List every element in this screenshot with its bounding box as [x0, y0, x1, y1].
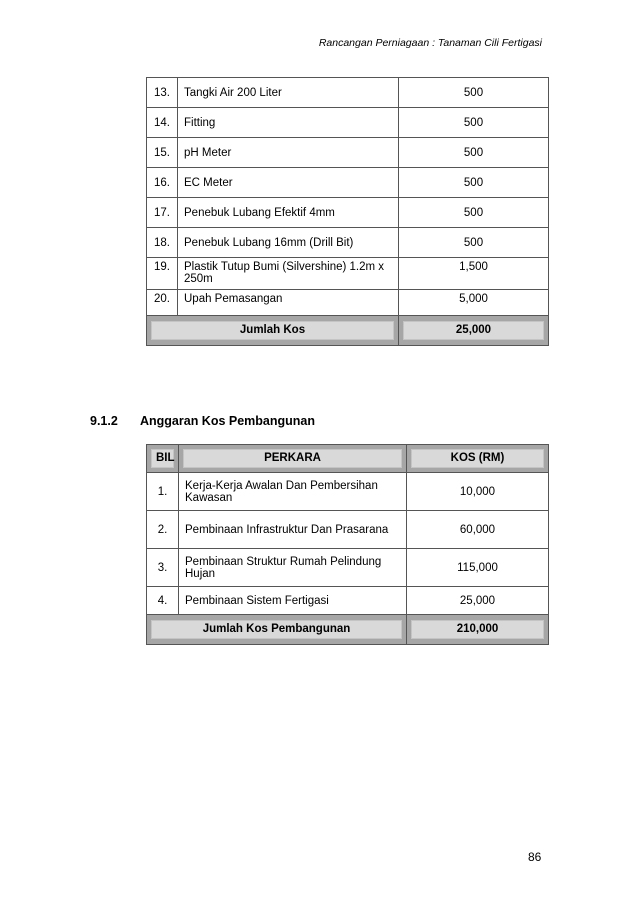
row-item: Plastik Tutup Bumi (Silvershine) 1.2m x 250m: [178, 258, 399, 290]
row-number: 15.: [147, 138, 178, 168]
row-number: 16.: [147, 168, 178, 198]
total-row: [147, 316, 549, 346]
row-number: 17.: [147, 198, 178, 228]
row-item: Penebuk Lubang 16mm (Drill Bit): [178, 228, 399, 258]
row-cost: 500: [399, 228, 549, 258]
row-cost: 1,500: [399, 258, 549, 290]
row-cost: 500: [399, 138, 549, 168]
row-cost: 60,000: [407, 511, 549, 549]
table-row: [147, 549, 549, 587]
table-row: [147, 228, 549, 258]
row-cost: 500: [399, 168, 549, 198]
table-row: [147, 168, 549, 198]
row-cost: 5,000: [399, 290, 549, 316]
development-cost-table: [146, 444, 549, 645]
total-label: Jumlah Kos Pembangunan: [151, 620, 402, 639]
table-row: [147, 138, 549, 168]
row-item: Pembinaan Infrastruktur Dan Prasarana: [179, 511, 407, 549]
section-number: 9.1.2: [90, 414, 118, 428]
row-item: Pembinaan Struktur Rumah Pelindung Hujan: [179, 549, 407, 587]
total-value: 25,000: [403, 321, 544, 340]
running-header: Rancangan Perniagaan : Tanaman Cili Fertigasi: [318, 37, 542, 49]
row-cost: 500: [399, 78, 549, 108]
equipment-cost-table: [146, 77, 549, 346]
row-number: 4.: [147, 587, 179, 615]
row-cost: 115,000: [407, 549, 549, 587]
row-number: 3.: [147, 549, 179, 587]
row-item: Penebuk Lubang Efektif 4mm: [178, 198, 399, 228]
row-item: Fitting: [178, 108, 399, 138]
table-row: [147, 473, 549, 511]
table-row: [147, 511, 549, 549]
row-cost: 500: [399, 108, 549, 138]
row-item: Upah Pemasangan: [178, 290, 399, 316]
row-item: EC Meter: [178, 168, 399, 198]
total-row: [147, 615, 549, 645]
table-row: [147, 78, 549, 108]
table-row: [147, 258, 549, 290]
row-number: 19.: [147, 258, 178, 290]
row-item: Kerja-Kerja Awalan Dan Pembersihan Kawasan: [179, 473, 407, 511]
row-item: Pembinaan Sistem Fertigasi: [179, 587, 407, 615]
row-number: 14.: [147, 108, 178, 138]
section-heading: [90, 414, 315, 428]
table-row: [147, 198, 549, 228]
column-header-perkara: PERKARA: [183, 449, 402, 468]
table-row: [147, 587, 549, 615]
row-number: 13.: [147, 78, 178, 108]
total-value: 210,000: [411, 620, 544, 639]
column-header-bil: BIL: [151, 449, 174, 468]
page-number: 86: [528, 850, 542, 864]
column-header-kos: KOS (RM): [411, 449, 544, 468]
row-cost: 10,000: [407, 473, 549, 511]
total-label: Jumlah Kos: [151, 321, 394, 340]
section-title: Anggaran Kos Pembangunan: [140, 414, 316, 428]
row-cost: 25,000: [407, 587, 549, 615]
row-number: 18.: [147, 228, 178, 258]
row-item: Tangki Air 200 Liter: [178, 78, 399, 108]
row-item: pH Meter: [178, 138, 399, 168]
row-number: 20.: [147, 290, 178, 316]
row-number: 1.: [147, 473, 179, 511]
row-cost: 500: [399, 198, 549, 228]
table-header-row: [147, 445, 549, 473]
row-number: 2.: [147, 511, 179, 549]
table-row: [147, 290, 549, 316]
table-row: [147, 108, 549, 138]
